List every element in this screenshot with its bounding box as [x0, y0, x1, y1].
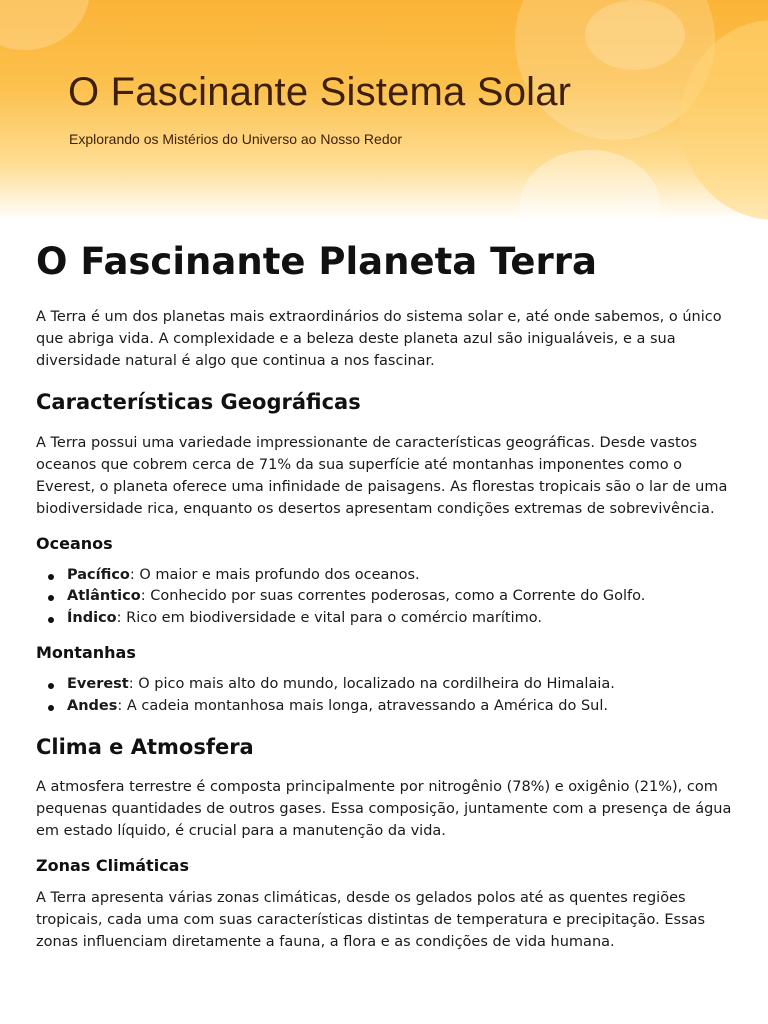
- decorative-circle: [0, 0, 90, 50]
- banner-title: O Fascinante Sistema Solar: [68, 70, 572, 114]
- decorative-circle: [520, 150, 660, 220]
- list-item: [67, 608, 732, 630]
- list-item-description: : O pico mais alto do mundo, localizado na cordilheira do Himalaia.: [128, 676, 615, 693]
- article-content: [36, 240, 732, 967]
- bullet-icon: [48, 574, 54, 580]
- list-item-description: : Rico em biodiversidade e vital para o comércio marítimo.: [116, 609, 542, 626]
- list-item-term: Atlântico: [67, 588, 141, 605]
- climate-paragraph: A atmosfera terrestre é composta principalmente por nitrogênio (78%) e oxigênio (21%), com pequenas quantidades de outros gases. Essa composição, juntamente com a presença de água em estado líquido, é crucial para a manutenção da vida.: [36, 779, 732, 840]
- bullet-icon: [48, 595, 54, 601]
- mountains-list: [36, 674, 732, 717]
- intro-paragraph: A Terra é um dos planetas mais extraordinários do sistema solar e, até onde sabemos, o único que abriga vida. A complexidade e a beleza deste planeta azul são inigualáveis, e a sua diversidade natural é algo que continua a nos fascinar.: [36, 309, 722, 370]
- list-item-term: Índico: [67, 609, 117, 626]
- banner-subtitle: Explorando os Mistérios do Universo ao Nosso Redor: [69, 131, 403, 147]
- list-item: [67, 586, 732, 608]
- list-item-description: : Conhecido por suas correntes poderosas, como a Corrente do Golfo.: [140, 588, 646, 605]
- subsection-heading-climate-zones: Zonas Climáticas: [36, 856, 189, 876]
- bullet-icon: [48, 617, 54, 623]
- list-item-term: Everest: [67, 676, 129, 693]
- oceans-list: [36, 565, 732, 630]
- bullet-icon: [48, 705, 54, 711]
- section-heading-climate: Clima e Atmosfera: [36, 735, 254, 760]
- list-item: [67, 674, 732, 696]
- list-item-term: Andes: [67, 697, 118, 714]
- decorative-circle: [585, 0, 685, 70]
- section-heading-geography: Características Geográficas: [36, 390, 361, 415]
- bullet-icon: [48, 683, 54, 689]
- header-banner: [0, 0, 768, 220]
- list-item: [67, 565, 732, 587]
- geography-paragraph: A Terra possui uma variedade impressionante de características geográficas. Desde vastos oceanos que cobrem cerca de 71% da sua superfície até montanhas imponentes como o Everest, o planeta oferece uma infinidade de paisagens. As florestas tropicais são o lar de uma biodiversidade rica, enquanto os desertos apresentam condições extremas de sobrevivência.: [36, 434, 728, 517]
- list-item-description: : O maior e mais profundo dos oceanos.: [129, 566, 420, 583]
- climate-zones-paragraph: A Terra apresenta várias zonas climáticas, desde os gelados polos até as quentes regiões tropicais, cada uma com suas características distintas de temperatura e precipitação. Essas zonas influenciam diretamente a fauna, a flora e as condições de vida humana.: [36, 890, 706, 951]
- subsection-heading-mountains: Montanhas: [36, 643, 136, 663]
- list-item: [67, 696, 732, 718]
- subsection-heading-oceans: Oceanos: [36, 533, 113, 553]
- list-item-description: : A cadeia montanhosa mais longa, atravessando a América do Sul.: [117, 697, 608, 714]
- list-item-term: Pacífico: [67, 566, 130, 583]
- page-title: O Fascinante Planeta Terra: [36, 240, 597, 283]
